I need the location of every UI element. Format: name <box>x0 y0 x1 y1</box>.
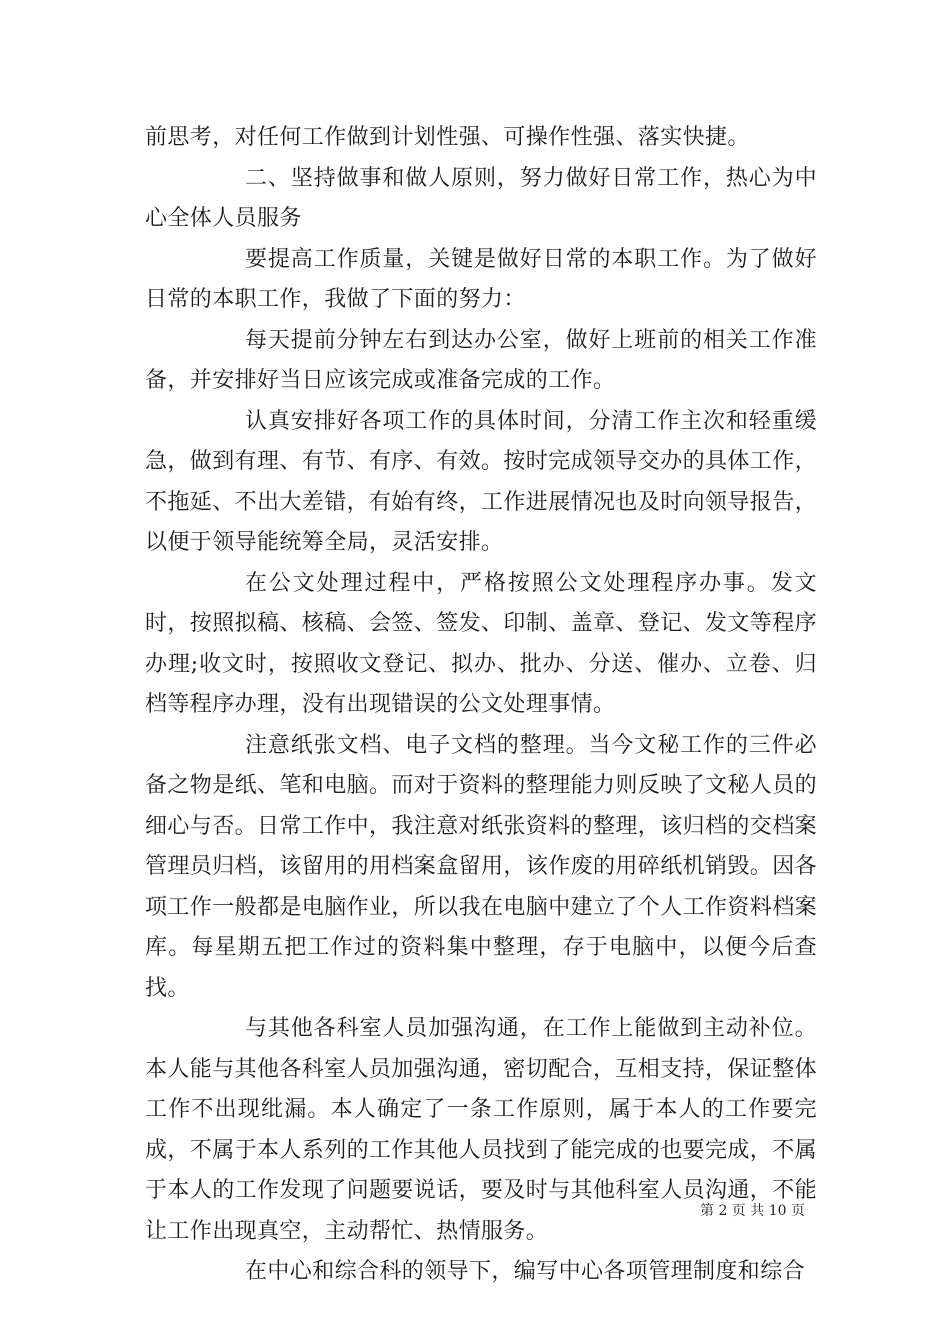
paragraph-8: 与其他各科室人员加强沟通，在工作上能做到主动补位。本人能与其他各科室人员加强沟通，密切配合，互相支持，保证整体工作不出现纰漏。本人确定了一条工作原则，属于本人的工作要完成，不属于本人系列的工作其他人员找到了能完成的也要完成，不属于本人的工作发现了问题要说话，要及时与其他科室人员沟通，不能让工作出现真空，主动帮忙、热情服务。 <box>145 1016 818 1244</box>
section-heading-2: 二、坚持做事和做人原则，努力做好日常工作，热心为中心全体人员服务 <box>145 165 817 231</box>
paragraph-5: 认真安排好各项工作的具体时间，分清工作主次和轻重缓急，做到有理、有节、有序、有效。按时完成领导交办的具体工作，不拖延、不出大差错，有始有终，工作进展情况也及时向领导报告，以便于领导能统筹全局，灵活安排。 <box>145 408 818 555</box>
paragraph-6: 在公文处理过程中，严格按照公文处理程序办事。发文时，按照拟稿、核稿、会签、签发、印制、盖章、登记、发文等程序办理;收文时，按照收文登记、拟办、批办、分送、催办、立卷、归档等程序办理，没有出现错误的公文处理事情。 <box>145 570 818 717</box>
paragraph-9: 在中心和综合科的领导下，编写中心各项管理制度和综合 <box>245 1259 806 1284</box>
paragraph-7: 注意纸张文档、电子文档的整理。当今文秘工作的三件必备之物是纸、笔和电脑。而对于资料的整理能力则反映了文秘人员的细心与否。日常工作中，我注意对纸张资料的整理，该归档的交档案管理员归档，该留用的用档案盒留用，该作废的用碎纸机销毁。因各项工作一般都是电脑作业，所以我在电脑中建立了个人工作资料档案库。每星期五把工作过的资料集中整理，存于电脑中，以便今后查找。 <box>145 732 818 1001</box>
paragraph-1: 前思考，对任何工作做到计划性强、可操作性强、落实快捷。 <box>145 125 750 150</box>
page-number-footer: 第 2 页 共 10 页 <box>700 1203 805 1219</box>
paragraph-4: 每天提前分钟左右到达办公室，做好上班前的相关工作准备，并安排好当日应该完成或准备完成的工作。 <box>145 327 817 393</box>
document-body <box>145 118 817 1293</box>
paragraph-3: 要提高工作质量，关键是做好日常的本职工作。为了做好日常的本职工作，我做了下面的努力： <box>145 246 817 312</box>
